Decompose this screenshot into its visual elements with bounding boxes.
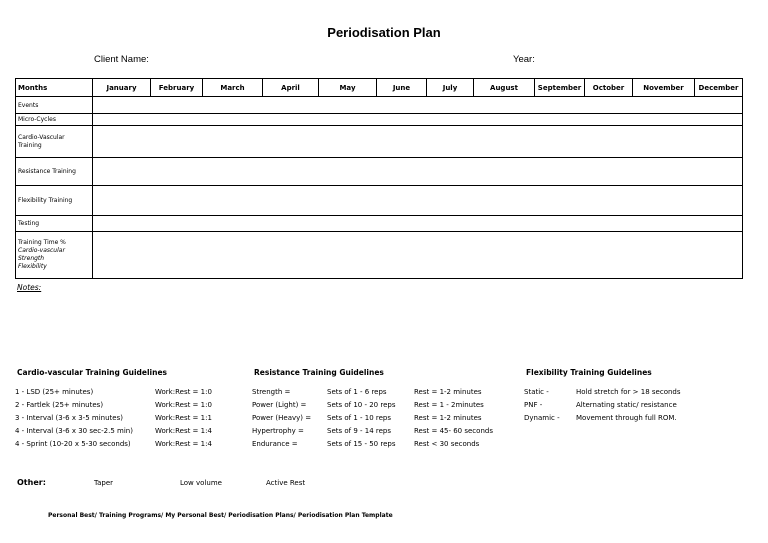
cardio-cell[interactable] bbox=[93, 126, 743, 158]
periodisation-table bbox=[15, 78, 743, 279]
resistance-guideline-rest: Rest < 30 seconds bbox=[414, 440, 480, 448]
resistance-guideline-sets: Sets of 9 - 14 reps bbox=[327, 427, 392, 435]
low-volume-swatch: Low volume bbox=[180, 479, 222, 487]
resistance-guideline-label: Power (Light) = bbox=[252, 401, 307, 409]
resistance-cell[interactable] bbox=[93, 158, 743, 186]
month-header: January bbox=[93, 79, 151, 97]
month-header: March bbox=[203, 79, 263, 97]
flexibility-cell[interactable] bbox=[93, 186, 743, 216]
cardio-guideline-ratio: Work:Rest = 1:4 bbox=[155, 427, 212, 435]
training-time-cell[interactable] bbox=[93, 232, 743, 279]
month-header: July bbox=[427, 79, 474, 97]
resistance-guideline-sets: Sets of 10 - 20 reps bbox=[327, 401, 396, 409]
month-header: November bbox=[633, 79, 695, 97]
month-header: May bbox=[319, 79, 377, 97]
micro-cycles-cell[interactable] bbox=[93, 114, 743, 126]
cardio-guideline-ratio: Work:Rest = 1:0 bbox=[155, 388, 212, 396]
client-name-label: Client Name: bbox=[94, 54, 149, 65]
month-header: December bbox=[695, 79, 743, 97]
footer-path: Personal Best/ Training Programs/ My Personal Best/ Periodisation Plans/ Periodisation Plan Template bbox=[48, 512, 393, 519]
resistance-guideline-sets: Sets of 1 - 10 reps bbox=[327, 414, 392, 422]
resistance-guideline-label: Hypertrophy = bbox=[252, 427, 304, 435]
resistance-guideline-rest: Rest = 45- 60 seconds bbox=[414, 427, 493, 435]
cardio-guideline-label: 4 - Interval (3-6 x 30 sec-2.5 min) bbox=[15, 427, 133, 435]
cardio-guideline-label: 3 - Interval (3-6 x 3-5 minutes) bbox=[15, 414, 123, 422]
flexibility-guideline-label: Dynamic - bbox=[524, 414, 560, 422]
flexibility-guideline-label: PNF - bbox=[524, 401, 543, 409]
row-label-testing: Testing bbox=[16, 216, 93, 232]
row-label-events: Events bbox=[16, 97, 93, 114]
month-header: October bbox=[585, 79, 633, 97]
training-time-flexibility: Flexibility bbox=[18, 263, 47, 270]
resistance-guideline-label: Strength = bbox=[252, 388, 291, 396]
month-header: February bbox=[151, 79, 203, 97]
months-header: Months bbox=[16, 79, 93, 97]
resistance-guideline-rest: Rest = 1-2 minutes bbox=[414, 414, 482, 422]
notes-label: Notes: bbox=[17, 283, 42, 292]
row-label-training-time bbox=[16, 232, 93, 279]
flexibility-guideline-desc: Hold stretch for > 18 seconds bbox=[576, 388, 681, 396]
taper-swatch: Taper bbox=[94, 479, 114, 487]
page-title: Periodisation Plan bbox=[327, 25, 441, 40]
cardio-guideline-ratio: Work:Rest = 1:4 bbox=[155, 440, 212, 448]
year-label: Year: bbox=[513, 54, 535, 65]
resistance-guidelines-title: Resistance Training Guidelines bbox=[254, 368, 384, 377]
cardio-guideline-ratio: Work:Rest = 1:1 bbox=[155, 414, 212, 422]
month-header: June bbox=[377, 79, 427, 97]
cardio-guideline-label: 4 - Sprint (10-20 x 5-30 seconds) bbox=[15, 440, 131, 448]
resistance-guideline-label: Power (Heavy) = bbox=[252, 414, 312, 422]
row-label-cardio: Cardio-Vascular Training bbox=[16, 126, 93, 158]
row-label-flexibility: Flexibility Training bbox=[16, 186, 93, 216]
resistance-guideline-label: Endurance = bbox=[252, 440, 298, 448]
active-rest-swatch: Active Rest bbox=[266, 479, 306, 487]
flexibility-guidelines-title: Flexibility Training Guidelines bbox=[526, 368, 652, 377]
events-cell[interactable] bbox=[93, 97, 743, 114]
training-time-strength: Strength bbox=[18, 255, 45, 262]
training-time-cardio: Cardio-vascular bbox=[18, 247, 65, 254]
month-header: August bbox=[474, 79, 535, 97]
row-label-micro-cycles: Micro-Cycles bbox=[16, 114, 93, 126]
training-time-label: Training Time % bbox=[18, 239, 66, 246]
month-header: April bbox=[263, 79, 319, 97]
cardio-guideline-label: 2 - Fartlek (25+ minutes) bbox=[15, 401, 104, 409]
resistance-guideline-sets: Sets of 1 - 6 reps bbox=[327, 388, 387, 396]
month-header: September bbox=[535, 79, 585, 97]
row-label-resistance: Resistance Training bbox=[16, 158, 93, 186]
other-label: Other: bbox=[17, 478, 46, 487]
resistance-guideline-rest: Rest = 1 - 2minutes bbox=[414, 401, 484, 409]
cardio-guidelines-title: Cardio-vascular Training Guidelines bbox=[17, 368, 168, 377]
cardio-guideline-ratio: Work:Rest = 1:0 bbox=[155, 401, 212, 409]
micro-cycle-grid bbox=[93, 114, 733, 124]
flexibility-guideline-label: Static - bbox=[524, 388, 549, 396]
flexibility-guideline-desc: Movement through full ROM. bbox=[576, 414, 677, 422]
testing-cell[interactable] bbox=[93, 216, 743, 232]
resistance-guideline-rest: Rest = 1-2 minutes bbox=[414, 388, 482, 396]
flexibility-guideline-desc: Alternating static/ resistance bbox=[576, 401, 677, 409]
resistance-guideline-sets: Sets of 15 - 50 reps bbox=[327, 440, 396, 448]
cardio-guideline-label: 1 - LSD (25+ minutes) bbox=[15, 388, 94, 396]
